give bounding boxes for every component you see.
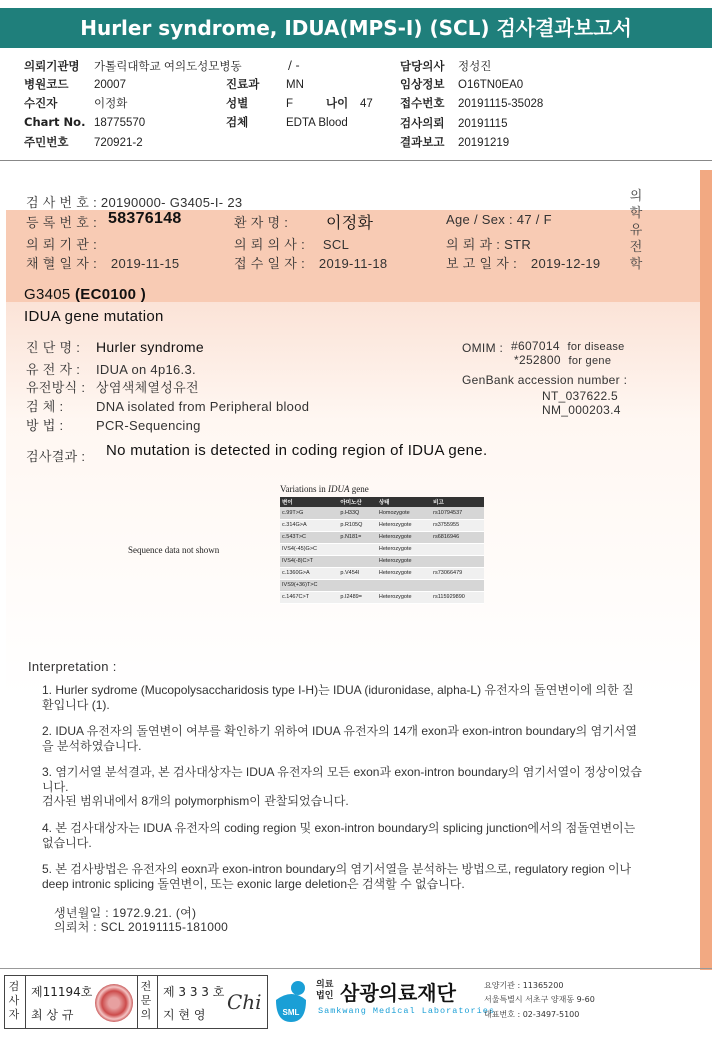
- variant-cell: rs73066479: [431, 567, 484, 579]
- genbank-1: NT_037622.5: [542, 389, 619, 403]
- variants-title: Variations in IDUA gene: [280, 484, 369, 494]
- signature: Chi: [227, 990, 262, 1014]
- birth-date: 생년월일 : 1972.9.21. (여): [54, 906, 197, 920]
- variant-row: [280, 519, 484, 531]
- specialist-name: 지 현 영: [163, 1008, 206, 1022]
- specimen-row: 검체 EDTA Blood: [226, 115, 348, 129]
- test-code: G3405 (EC0100 ): [24, 286, 147, 303]
- lab: 의 뢰 과 : STR: [446, 237, 532, 252]
- sequence-note: Sequence data not shown: [128, 545, 220, 555]
- specialist-no: 제 3 3 3 호: [163, 985, 225, 999]
- physician: 의 뢰 의 사 : SCL: [234, 237, 350, 252]
- examiner-seal: [95, 984, 133, 1022]
- department-row: 진료과 MN: [226, 77, 304, 91]
- variant-cell: p.I2489=: [338, 591, 376, 603]
- variant-cell: c.99T>G: [280, 507, 338, 519]
- test-name: IDUA gene mutation: [24, 308, 164, 325]
- genbank-label: GenBank accession number :: [462, 373, 628, 387]
- test-no: 검 사 번 호 : 20190000- G3405-I- 23: [26, 195, 243, 210]
- institution-row: 의뢰기관명 가톨릭대학교 여의도성모병동: [24, 59, 242, 73]
- sml-logo-icon: [272, 978, 310, 1024]
- variant-cell: IVS9(+36)T>C: [280, 579, 338, 591]
- org-name: 삼광의료재단: [340, 981, 456, 1005]
- variant-cell: [338, 579, 376, 591]
- requester: 의뢰처 : SCL 20191115-181000: [54, 920, 229, 934]
- variant-cell: Heterozygote: [377, 531, 431, 543]
- variant-cell: Homozygote: [377, 507, 431, 519]
- result-text: No mutation is detected in coding region of IDUA gene.: [106, 442, 488, 459]
- variant-row: [280, 579, 484, 591]
- examiner-name: 최 상 규: [31, 1008, 74, 1022]
- variant-cell: IVS4(-8)C>T: [280, 555, 338, 567]
- report-title: Hurler syndrome, IDUA(MPS-I) (SCL) 검사결과보고서: [0, 8, 712, 48]
- method: 방 법 : PCR-Sequencing: [26, 418, 201, 433]
- variant-row: [280, 531, 484, 543]
- org-code: 요양기관 : 11365200: [484, 981, 564, 990]
- interp-title: Interpretation :: [28, 659, 117, 674]
- variant-cell: c.543T>C: [280, 531, 338, 543]
- variant-row: [280, 507, 484, 519]
- sex-row: 성별 F: [226, 96, 294, 110]
- interp-3b: 검사된 범위내에서 8개의 polymorphism이 관찰되었습니다.: [42, 794, 349, 808]
- report-date: 보 고 일 자 : 2019-12-19: [446, 256, 601, 271]
- hospital-code-row: 병원코드 20007: [24, 77, 126, 91]
- interp-5: 5. 본 검사방법은 유전자의 eoxn과 exon-intron boundary의 염기서열을 분석하는 방법으로, regulatory region 이나 deep intronic splicing 돌연변이, 또는 exonic large deletion은 검색할 수 없습니다.: [42, 862, 632, 891]
- variant-cell: Heterozygote: [377, 543, 431, 555]
- interp-2: 2. IDUA 유전자의 돌연변이 여부를 확인하기 위하여 IDUA 유전자의 14개 exon과 exon-intron boundary의 염기서열을 분석하였습니다.: [42, 724, 637, 753]
- variants-header-cell: 상태: [377, 497, 431, 507]
- dept-vertical: 의학유전학: [629, 189, 643, 272]
- variants-table-block: [280, 484, 484, 604]
- variants-table: [280, 497, 484, 604]
- institution-extra: / -: [288, 58, 300, 72]
- patient-name: 이정화: [326, 215, 374, 232]
- variant-cell: c.1467C>T: [280, 591, 338, 603]
- interp-1: 1. Hurler sydrome (Mucopolysaccharidosis type I-H)는 IDUA (iduronidase, alpha-L) 유전자의 돌연변이에 의한 질환입니다 (1).: [42, 683, 634, 712]
- patient-name-label: 환 자 명 :: [234, 215, 289, 230]
- receive-date: 접 수 일 자 : 2019-11-18: [234, 256, 388, 271]
- org-phone: 대표번호 : 02-3497-5100: [484, 1010, 580, 1019]
- diagnosis: 진 단 명 : Hurler syndrome: [26, 339, 204, 355]
- result-label: 검사결과 :: [26, 449, 86, 464]
- org-english: Samkwang Medical Laboratories: [318, 1006, 495, 1016]
- institution-label: 의 뢰 기 관 :: [26, 237, 97, 252]
- variant-cell: p.R105Q: [338, 519, 376, 531]
- omim-disease: #607014 for disease: [511, 339, 625, 353]
- variant-cell: [431, 543, 484, 555]
- age-sex: Age / Sex : 47 / F: [446, 212, 552, 227]
- variant-cell: IVS4(-45)G>C: [280, 543, 338, 555]
- footer-divider: [0, 968, 712, 969]
- request-row: 검사의뢰 20191115: [400, 116, 508, 130]
- doctor-row: 담당의사 정성진: [400, 59, 492, 73]
- genbank-2: NM_000203.4: [542, 403, 621, 417]
- variant-cell: c.1360G>A: [280, 567, 338, 579]
- header-divider: [0, 160, 712, 161]
- variant-cell: p.V454I: [338, 567, 376, 579]
- variant-cell: Heterozygote: [377, 519, 431, 531]
- inheritance: 유전방식 : 상염색체열성유전: [26, 380, 199, 395]
- omim-gene: *252800 for gene: [514, 353, 612, 367]
- variant-cell: p.H33Q: [338, 507, 376, 519]
- variant-cell: rs6816946: [431, 531, 484, 543]
- gene: 유 전 자 : IDUA on 4p16.3.: [26, 362, 196, 377]
- sml-logo-text: SML: [282, 1008, 300, 1017]
- variants-header-cell: 비고: [431, 497, 484, 507]
- variant-row: [280, 543, 484, 555]
- variant-row: [280, 555, 484, 567]
- age-row: 나이 47: [326, 96, 373, 110]
- variant-cell: [377, 579, 431, 591]
- variant-cell: Heterozygote: [377, 555, 431, 567]
- reg-no: 58376148: [108, 210, 182, 227]
- variant-cell: [431, 579, 484, 591]
- org-address: 서울특별시 서초구 양재동 9-60: [484, 995, 595, 1004]
- collect-date: 채 혈 일 자 : 2019-11-15: [26, 256, 180, 271]
- org-prefix: 의료법인: [316, 980, 334, 1001]
- variant-cell: rs3755955: [431, 519, 484, 531]
- variant-row: [280, 591, 484, 603]
- variant-cell: Heterozygote: [377, 591, 431, 603]
- interp-4: 4. 본 검사대상자는 IDUA 유전자의 coding region 및 exon-intron boundary의 splicing junction에서의 점돌연변이는 없습니다.: [42, 821, 636, 850]
- omim-label: OMIM :: [462, 341, 504, 355]
- interp-3: 3. 염기서열 분석결과, 본 검사대상자는 IDUA 유전자의 모든 exon과 exon-intron boundary의 염기서열이 정상이었습니다.: [42, 765, 642, 794]
- variants-header-cell: 아미노산: [338, 497, 376, 507]
- signature-box: [4, 975, 268, 1029]
- right-edge-bar: [700, 170, 712, 970]
- variant-cell: rs10794537: [431, 507, 484, 519]
- variant-cell: [431, 555, 484, 567]
- variant-cell: p.N181=: [338, 531, 376, 543]
- variant-cell: Heterozygote: [377, 567, 431, 579]
- examiner-vertical: 검사자: [8, 980, 20, 1021]
- variant-row: [280, 567, 484, 579]
- examiner-no: 제11194호: [31, 985, 93, 999]
- variants-header-cell: 변이: [280, 497, 338, 507]
- patient-row: 수진자 이정화: [24, 96, 128, 110]
- reg-no-label: 등 록 번 호 :: [26, 215, 97, 230]
- variant-cell: rs115929890: [431, 591, 484, 603]
- specimen: 검 체 : DNA isolated from Peripheral blood: [26, 399, 310, 414]
- receipt-row: 접수번호 20191115-35028: [400, 96, 544, 110]
- report-date-row: 결과보고 20191219: [400, 135, 510, 149]
- clinical-row: 임상정보 O16TN0EA0: [400, 77, 524, 91]
- ssn-row: 주민번호 720921-2: [24, 135, 143, 149]
- variant-cell: [338, 543, 376, 555]
- specialist-vertical: 전문의: [140, 980, 152, 1021]
- variant-cell: [338, 555, 376, 567]
- variant-cell: c.314G>A: [280, 519, 338, 531]
- chart-row: Chart No. 18775570: [24, 115, 146, 129]
